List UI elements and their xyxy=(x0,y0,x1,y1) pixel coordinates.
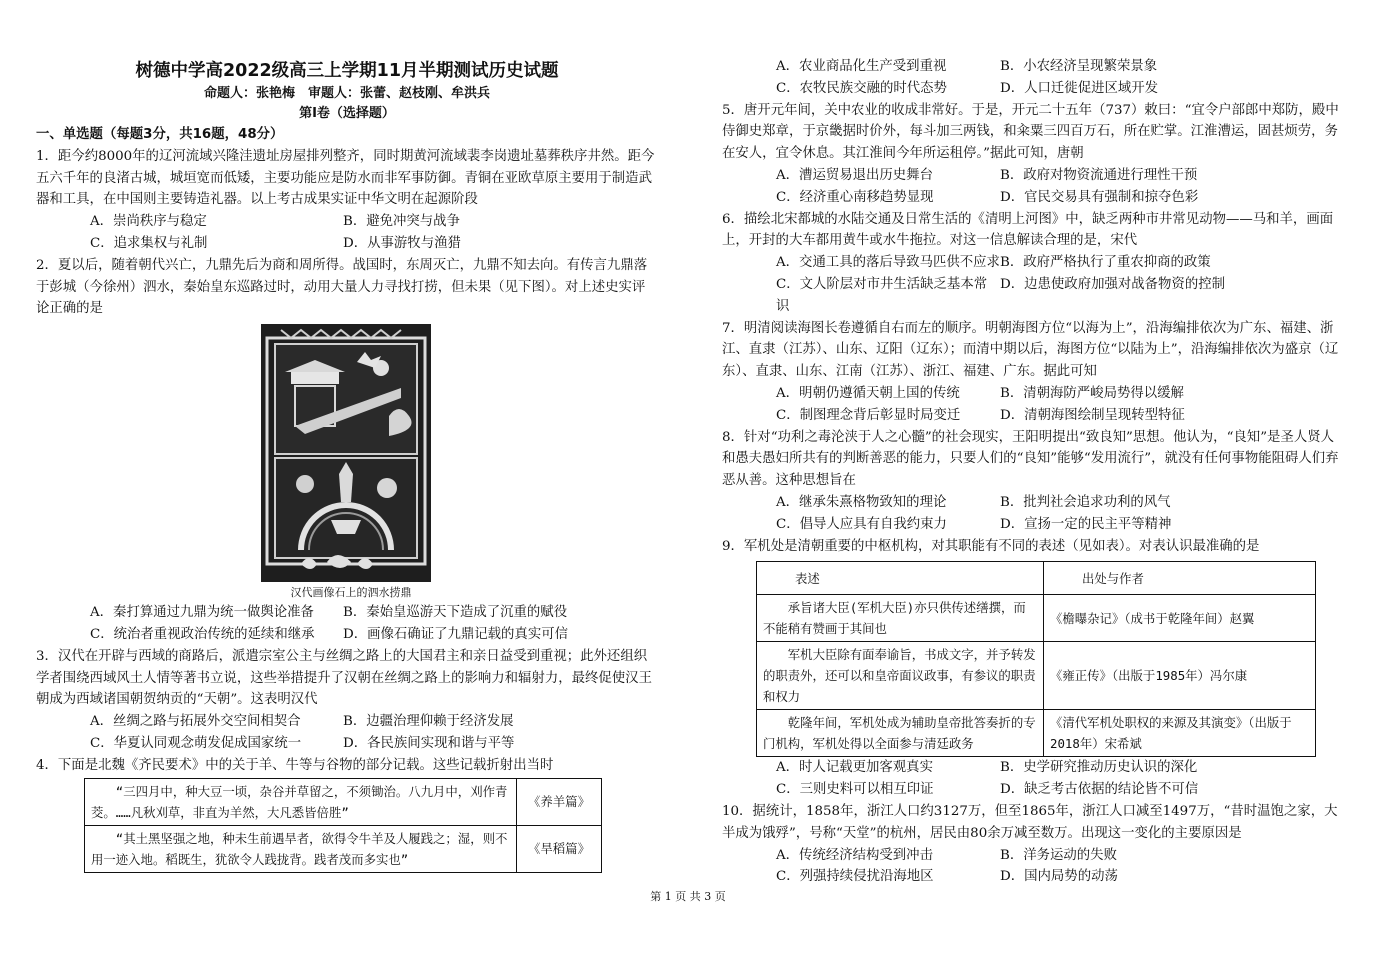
option-d[interactable]: D．各民族间实现和谐与平等 xyxy=(343,735,515,751)
question-stem: 8．针对“功利之毒沦浃于人之心髓”的社会现实，王阳明提出“致良知”思想。他认为，“良知”是圣人贤人和愚夫愚妇所共有的判断善恶的能力，只要人们的“良知”能够“发用流行”，就没有任何事物能阻碍人们弃恶从善。这种思想旨在 xyxy=(722,429,1339,489)
option-d[interactable]: D．缺乏考古依据的结论皆不可信 xyxy=(1000,782,1199,798)
question-stem: 3．汉代在开辟与西域的商路后，派遣宗室公主与丝绸之路上的大国君主和亲日益受到重视；此外还组织学者围绕西域风土人情等著书立说，这些举措提升了汉朝在丝绸之路上的影响力和辐射力，最终促使汉王朝成为西域诸国朝贺纳贡的“天朝”。这表明汉代 xyxy=(36,648,652,708)
grand-council-table xyxy=(756,561,1316,757)
option-d[interactable]: D．官民交易具有强制和掠夺色彩 xyxy=(1000,189,1199,205)
option-a[interactable]: A．崇尚秩序与稳定 xyxy=(90,214,207,230)
options-row xyxy=(722,492,1344,514)
option-d[interactable]: D．宣扬一定的民主平等精神 xyxy=(1000,516,1172,532)
table-row xyxy=(757,642,1316,710)
options-row xyxy=(722,757,1344,779)
option-c[interactable]: C．经济重心南移趋势显现 xyxy=(776,189,934,205)
table-header-source: 出处与作者 xyxy=(1044,562,1316,595)
option-a[interactable]: A．时人记载更加客观真实 xyxy=(776,760,933,776)
options-row xyxy=(36,711,658,733)
left-column xyxy=(36,52,658,873)
question-3 xyxy=(36,646,658,755)
table-cell-source: 《檐曝杂记》（成书于乾隆年间）赵翼 xyxy=(1044,595,1316,642)
authors-line: 命题人：张艳梅 审题人：张蕾、赵枝刚、牟洪兵 xyxy=(203,86,490,101)
option-c[interactable]: C．列强持续侵扰沿海地区 xyxy=(776,869,934,885)
option-c[interactable]: C．文人阶层对市井生活缺乏基本常识 xyxy=(776,276,988,314)
options-row xyxy=(722,514,1344,536)
option-b[interactable]: B．避免冲突与战争 xyxy=(343,214,460,230)
question-5 xyxy=(722,100,1344,209)
question-8 xyxy=(722,427,1344,536)
right-column xyxy=(722,56,1344,888)
option-a[interactable]: A．继承朱熹格物致知的理论 xyxy=(776,494,947,510)
options-row xyxy=(722,779,1344,801)
question-stem: 6．描绘北宋都城的水陆交通及日常生活的《清明上河图》中，缺乏两种市井常见动物——马和羊，画面上，开封的大车都用黄牛或水牛拖拉。对这一信息解读合理的是，宋代 xyxy=(722,211,1334,249)
option-c[interactable]: C．华夏认同观念萌发促成国家统一 xyxy=(90,735,302,751)
page-title: 树德中学高2022级高三上学期11月半期测试历史试题 xyxy=(135,61,559,81)
table-header-statement: 表述 xyxy=(757,562,1044,595)
table-cell-source: 《清代军机处职权的来源及其演变》（出版于2018年）宋希斌 xyxy=(1044,710,1316,757)
option-d[interactable]: D．画像石确证了九鼎记载的真实可信 xyxy=(343,626,568,642)
option-a[interactable]: A．农业商品化生产受到重视 xyxy=(776,59,947,74)
option-d[interactable]: D．国内局势的动荡 xyxy=(1000,869,1118,885)
options-row xyxy=(722,252,1344,274)
option-c[interactable]: C．三则史料可以相互印证 xyxy=(776,782,934,798)
table-row xyxy=(757,595,1316,642)
question-2 xyxy=(36,255,658,646)
option-a[interactable]: A．秦打算通过九鼎为统一做舆论准备 xyxy=(90,605,314,621)
option-a[interactable]: A．明朝仍遵循天朝上国的传统 xyxy=(776,385,960,401)
question-stem: 2．夏以后，随着朝代兴亡，九鼎先后为商和周所得。战国时，东周灭亡，九鼎不知去向。有传言九鼎落于彭城（今徐州）泗水，秦始皇东巡路过时，动用大量人力寻找打捞，但未果（见下图）。对上述史实评论正确的是 xyxy=(36,257,648,317)
table-cell-statement: 军机大臣除有面奉谕旨，书成文字，并予转发的职责外，还可以和皇帝面议政事，有参议的职责和权力 xyxy=(757,642,1044,710)
qimin-yaoshu-table xyxy=(84,778,602,873)
option-b[interactable]: B．批判社会追求功利的风气 xyxy=(1000,494,1171,510)
question-6 xyxy=(722,209,1344,318)
options-row xyxy=(722,866,1344,888)
section-heading: 一、单选题（每题3分，共16题，48分） xyxy=(36,127,284,142)
stone-relief-drawing xyxy=(261,324,431,582)
options-row xyxy=(722,187,1344,209)
option-d[interactable]: D．清朝海图绘制呈现转型特征 xyxy=(1000,407,1185,423)
options-row xyxy=(722,78,1344,100)
table-cell-source: 《旱稻篇》 xyxy=(517,825,602,872)
option-b[interactable]: B．洋务运动的失败 xyxy=(1000,847,1117,863)
option-b[interactable]: B．边疆治理仰赖于经济发展 xyxy=(343,714,514,730)
option-c[interactable]: C．追求集权与礼制 xyxy=(90,235,208,251)
option-a[interactable]: A．交通工具的落后导致马匹供不应求 xyxy=(776,255,1000,271)
stone-relief-image xyxy=(261,324,431,582)
table-cell-source: 《养羊篇》 xyxy=(517,778,602,825)
options-row xyxy=(36,733,658,755)
table-cell-quote: “三四月中，种大豆一顷，杂谷并草留之，不须锄治。八九月中，刈作青茭。……凡秋刈草，非直为羊然，大凡悉皆倍胜” xyxy=(85,778,517,825)
question-10 xyxy=(722,801,1344,888)
question-4 xyxy=(36,755,658,873)
question-7 xyxy=(722,318,1344,427)
table-cell-statement: 承旨诸大臣(军机大臣)亦只供传述缮撰，而不能稍有赞画于其间也 xyxy=(757,595,1044,642)
option-c[interactable]: C．农牧民族交融的时代态势 xyxy=(776,80,947,96)
options-row xyxy=(722,383,1344,405)
options-row xyxy=(722,845,1344,867)
volume-heading: 第Ⅰ卷（选择题） xyxy=(299,106,395,121)
option-a[interactable]: A．传统经济结构受到冲击 xyxy=(776,847,933,863)
table-cell-source: 《雍正传》（出版于1985年）冯尔康 xyxy=(1044,642,1316,710)
option-b[interactable]: B．史学研究推动历史认识的深化 xyxy=(1000,760,1198,776)
table-cell-quote: “其土黑坚强之地，种未生前遇旱者，欲得令牛羊及人履践之；湿，则不用一迹入地。稻既生，犹欲令人践拢背。践者茂而多实也” xyxy=(85,825,517,872)
options-row xyxy=(722,405,1344,427)
question-stem: 1．距今约8000年的辽河流域兴隆洼遗址房屋排列整齐，同时期黄河流域裴李岗遗址墓葬秩序井然。距今五六千年的良渚古城，城垣宽而低矮，主要功能应是防水而非军事防御。青铜在亚欧草原主要用于制造武器和工具，在中国则主要铸造礼器。以上考古成果实证中华文明在起源阶段 xyxy=(36,148,655,208)
question-4-options xyxy=(722,56,1344,100)
table-row xyxy=(85,825,602,872)
option-b[interactable]: B．政府对物资流通进行理性干预 xyxy=(1000,167,1198,183)
table-row xyxy=(757,710,1316,757)
options-row xyxy=(36,233,658,255)
question-9 xyxy=(722,536,1344,801)
table-row xyxy=(85,778,602,825)
question-stem: 10．据统计，1858年，浙江人口约3127万，但至1865年，浙江人口减至1497万，“昔时温饱之家，大半成为饿殍”，号称“天堂”的杭州，居民由80余万减至数万。出现这一变化的主要原因是 xyxy=(722,803,1338,841)
page-footer: 第 1 页 共 3 页 xyxy=(650,890,726,903)
option-b[interactable]: B．清朝海防严峻局势得以缓解 xyxy=(1000,385,1184,401)
options-row xyxy=(722,165,1344,187)
option-a[interactable]: A．丝绸之路与拓展外交空间相契合 xyxy=(90,714,301,730)
question-1 xyxy=(36,146,658,255)
options-row xyxy=(722,56,1344,78)
option-a[interactable]: A．漕运贸易退出历史舞台 xyxy=(776,167,933,183)
option-d[interactable]: D．从事游牧与渔猎 xyxy=(343,235,461,251)
table-header-row xyxy=(757,562,1316,595)
option-c[interactable]: C．制图理念背后彰显时局变迁 xyxy=(776,407,961,423)
question-stem: 4．下面是北魏《齐民要术》中的关于羊、牛等与谷物的部分记载。这些记载折射出当时 xyxy=(36,757,554,773)
table-cell-statement: 乾隆年间，军机处成为辅助皇帝批答奏折的专门机构，军机处得以全面参与清廷政务 xyxy=(757,710,1044,757)
options-row xyxy=(722,274,1344,318)
image-caption: 汉代画像石上的泗水捞鼎 xyxy=(290,586,412,600)
option-d[interactable]: D．边患使政府加强对战备物资的控制 xyxy=(1000,276,1225,292)
option-c[interactable]: C．统治者重视政治传统的延续和继承 xyxy=(90,626,315,642)
question-stem: 7．明清阅读海图长卷遵循自右而左的顺序。明朝海图方位“以海为上”，沿海编排依次为广东、福建、浙江、直隶（江苏）、山东、辽阳（辽东）；而清中期以后，海图方位“以陆为上”，沿海编排依次为盛京（辽东）、直隶、山东、江南（江苏）、浙江、福建、广东。据此可知 xyxy=(722,320,1339,380)
option-c[interactable]: C．倡导人应具有自我约束力 xyxy=(776,516,947,532)
options-row xyxy=(36,211,658,233)
option-b[interactable]: B．秦始皇巡游天下造成了沉重的赋役 xyxy=(343,605,568,621)
option-b[interactable]: B．政府严格执行了重农抑商的政策 xyxy=(1000,255,1211,271)
question-stem: 9．军机处是清朝重要的中枢机构，对其职能有不同的表述（见如表）。对表认识最准确的是 xyxy=(722,538,1260,554)
option-b[interactable]: B．小农经济呈现繁荣景象 xyxy=(1000,59,1158,74)
options-row xyxy=(36,624,658,646)
options-row xyxy=(36,602,658,624)
option-d[interactable]: D．人口迁徙促进区域开发 xyxy=(1000,80,1159,96)
question-stem: 5．唐开元年间，关中农业的收成非常好。于是，开元二十五年（737）敕曰：“宜令户部郎中郑防，殿中侍御史郑章，于京畿据时价外，每斗加三两钱，和籴粟三四百万石，所在贮掌。江淮漕运，固甚烦劳，务在安人，宜令休息。其江淮间今年所运租停。”据此可知，唐朝 xyxy=(722,102,1339,162)
